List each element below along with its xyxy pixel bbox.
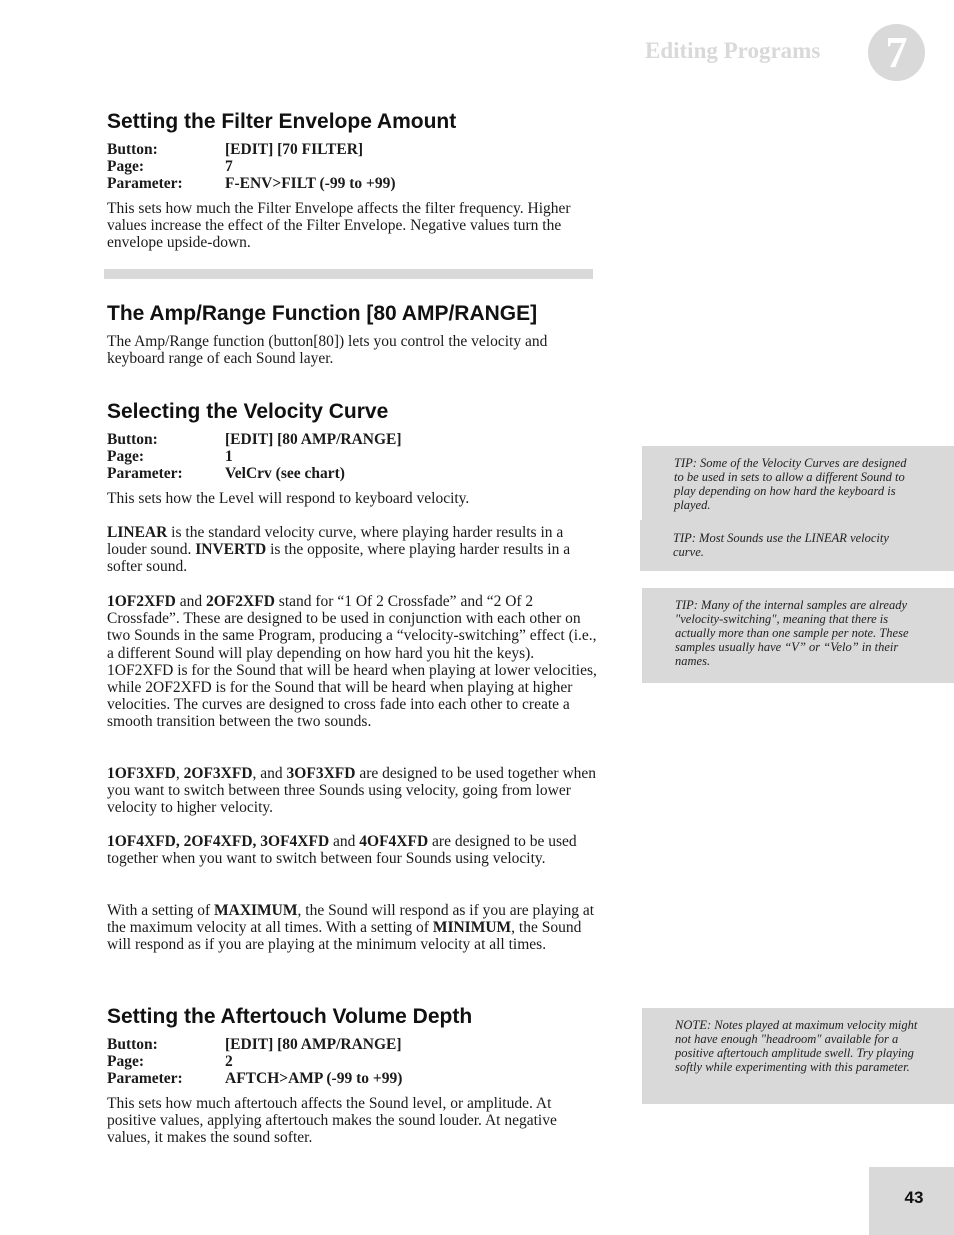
- param-value: [EDIT] [80 AMP/RANGE]: [225, 1036, 402, 1053]
- filter-env-body: This sets how much the Filter Envelope affects the filter frequency. Higher values increase the effect of the Filter Envelope. Negative values turn the envelope upside-down.: [107, 200, 571, 252]
- velocity-linear-paragraph: [107, 524, 597, 576]
- page-number: 43: [904, 1188, 924, 1207]
- param-label: Page:: [107, 448, 145, 465]
- filter-env-params: [107, 141, 597, 192]
- chapter-title: Editing Programs: [645, 38, 821, 63]
- velocity-intro: This sets how the Level will respond to keyboard velocity.: [107, 490, 470, 507]
- velocity-three-xfd-paragraph: [107, 765, 597, 817]
- term-minimum: MINIMUM: [432, 919, 512, 937]
- term-3of3xfd: 3OF3XFD: [286, 765, 356, 782]
- param-row-parameter: [107, 1070, 597, 1087]
- term-xof4xfd: 1OF4XFD, 2OF4XFD, 3OF4XFD: [107, 833, 330, 850]
- heading-velocity-curve: Selecting the Velocity Curve: [107, 400, 389, 423]
- note-text: NOTE: Notes played at maximum velocity might not have enough "headroom" available for a positive aftertouch amplitude swell. Try playing softly while experimenting with this parameter.: [675, 1018, 918, 1074]
- text: , and: [252, 765, 287, 782]
- velocity-max-min-paragraph: [107, 902, 597, 954]
- param-label: Page:: [107, 1053, 145, 1070]
- param-row-page: [107, 158, 597, 175]
- text: is the standard velocity curve, where playing harder results in a louder sound.: [107, 524, 564, 559]
- tip-text: TIP: Some of the Velocity Curves are designed to be used in sets to allow a different Sound to play depending on how hard the keyboard is played.: [674, 456, 907, 512]
- param-label: Parameter:: [107, 175, 183, 192]
- param-label: Button:: [107, 1036, 158, 1053]
- section-divider: [104, 269, 593, 279]
- param-label: Button:: [107, 141, 158, 158]
- amp-range-body: The Amp/Range function (button[80]) lets you control the velocity and keyboard range of each Sound layer.: [107, 333, 548, 368]
- param-label: Parameter:: [107, 465, 183, 482]
- text: stand for “1 Of 2 Crossfade” and “2 Of 2 Crossfade”. These are designed to be used in conjunction with each other on two Sounds in the same Program, producing a “velocity-switching” effect (i.e., a different Sound will play depending on how hard you hit the keys). 1OF2XFD is for the Sound that will be heard when playing at lower velocities, while 2OF2XFD is for the Sound that will be heard when playing at higher velocities. The curves are designed to cross fade into each other to create a smooth transition between the two sounds.: [107, 593, 597, 731]
- velocity-params: [107, 431, 597, 482]
- text: ,: [175, 765, 184, 782]
- term-2of2xfd: 2OF2XFD: [206, 593, 275, 610]
- text: is the opposite, where playing harder results in a softer sound.: [107, 541, 571, 576]
- param-value: [EDIT] [70 FILTER]: [225, 141, 364, 158]
- param-label: Page:: [107, 158, 145, 175]
- aftertouch-body: This sets how much aftertouch affects the Sound level, or amplitude. At positive values, applying aftertouch makes the sound louder. At negative values, it makes the sound softer.: [107, 1095, 557, 1147]
- tip-text: TIP: Many of the internal samples are already "velocity-switching", meaning that there is actually more than one sample per note. These samples usually have “V” or “Velo” in their names.: [675, 598, 909, 668]
- text: and: [175, 593, 207, 610]
- velocity-four-xfd-paragraph: [107, 833, 597, 867]
- text: , the Sound will respond as if you are playing at the maximum velocity at all times. With a setting of: [107, 902, 595, 937]
- chapter-number-badge: 7: [868, 24, 925, 81]
- heading-filter-envelope: Setting the Filter Envelope Amount: [107, 110, 457, 133]
- param-value: 2: [225, 1053, 233, 1070]
- param-row-button: [107, 141, 597, 158]
- heading-amp-range: The Amp/Range Function [80 AMP/RANGE]: [107, 302, 538, 325]
- param-value: 7: [225, 158, 233, 175]
- text: , the Sound will respond as if you are playing at the minimum velocity at all times.: [107, 919, 582, 954]
- heading-aftertouch: Setting the Aftertouch Volume Depth: [107, 1005, 473, 1028]
- term-linear: LINEAR: [107, 524, 168, 541]
- term-2of3xfd: 2OF3XFD: [183, 765, 253, 782]
- text: are designed to be used together when you want to switch between three Sounds using velocity, going from lower velocity to higher velocity.: [107, 765, 597, 817]
- param-row-parameter: [107, 175, 597, 192]
- aftertouch-params: [107, 1036, 597, 1087]
- param-value: VelCrv (see chart): [225, 465, 345, 482]
- text: With a setting of: [107, 902, 214, 919]
- param-row-page: [107, 1053, 597, 1070]
- term-4of4xfd: 4OF4XFD: [359, 833, 429, 850]
- tip-box-velocity-sets: [642, 446, 954, 520]
- text: are designed to be used together when you want to switch between four Sounds using velocity.: [107, 833, 577, 868]
- tip-box-samples: [642, 588, 954, 683]
- term-1of2xfd: 1OF2XFD: [107, 593, 176, 610]
- tip-box-linear: [640, 520, 954, 571]
- param-value: [EDIT] [80 AMP/RANGE]: [225, 431, 402, 448]
- param-value: F-ENV>FILT (-99 to +99): [225, 175, 396, 192]
- term-invertd: INVERTD: [195, 541, 267, 559]
- tip-text: TIP: Most Sounds use the LINEAR velocity curve.: [673, 531, 889, 559]
- param-row-page: [107, 448, 597, 465]
- param-label: Parameter:: [107, 1070, 183, 1087]
- term-maximum: MAXIMUM: [214, 902, 298, 919]
- note-box-headroom: [642, 1008, 954, 1104]
- text: and: [329, 833, 360, 850]
- param-value: 1: [225, 448, 233, 465]
- param-row-button: [107, 1036, 597, 1053]
- velocity-two-xfd-paragraph: [107, 593, 597, 731]
- param-label: Button:: [107, 431, 158, 448]
- param-row-button: [107, 431, 597, 448]
- term-1of3xfd: 1OF3XFD: [107, 765, 176, 782]
- param-row-parameter: [107, 465, 597, 482]
- param-value: AFTCH>AMP (-99 to +99): [225, 1070, 403, 1087]
